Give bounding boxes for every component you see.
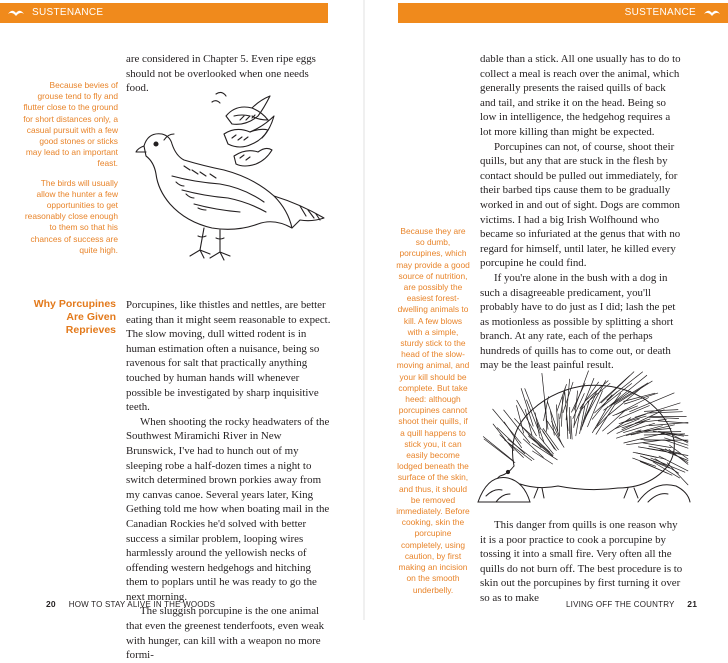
quill — [630, 393, 675, 412]
flying-bird-icon — [7, 7, 25, 19]
grouse-illustration — [124, 86, 336, 268]
paragraph: Porcupines, like thistles and nettles, are better eating than it might seem reasonable to expect. The slow moving, dull witted rodent is in human estimation often a nuisance, being so ravenous for salt that practically anything touched by human hands will whenever possible be investigated by sharp inquisitive teeth. — [126, 298, 332, 415]
sidenote-paragraph: Because they are so dumb, porcupines, which may provide a good source of nutrition, are possibly the easiest forest-dwelling animals to kill. A few blows with a simple, sturdy stick to the head of the slow-moving animal, and your kill should be complete. But take heed: although porcupines cannot shoot their quills, if a quill happens to stick you, it can easily become lodged beneath the surface of the skin, and thus, it should be removed immediately. Before cooking, skin the porcupine completely, using caution, by first making an incision on the smooth underbelly. — [396, 226, 470, 596]
quill — [484, 439, 515, 463]
quill — [624, 393, 655, 401]
gutter-divider — [363, 0, 365, 620]
paragraph: are considered in Chapter 5. Even ripe eggs should not be overlooked when one needs food. — [126, 52, 332, 96]
right-folio — [566, 599, 697, 609]
quill — [508, 439, 534, 460]
right-header-bar — [398, 3, 728, 23]
quill — [651, 458, 685, 472]
quill — [633, 458, 656, 466]
left-sidenote — [22, 80, 118, 264]
quill — [643, 443, 671, 448]
quill — [563, 382, 573, 413]
running-title: HOW TO STAY ALIVE IN THE WOODS — [69, 600, 215, 609]
quill — [525, 389, 541, 430]
quill — [552, 421, 563, 445]
section-subhead: Why Porcupines Are Given Reprieves — [30, 298, 116, 338]
right-header-label: SUSTENANCE — [625, 3, 696, 23]
flying-bird-icon — [703, 7, 721, 19]
quill — [562, 397, 563, 427]
sidenote-paragraph: Because bevies of grouse tend to fly and flutter close to the ground for short distances only, a casual pursuit with a few good stones or sticks may lead to an important feast. — [22, 80, 118, 170]
page-number: 20 — [46, 599, 56, 609]
quill — [529, 436, 553, 456]
quill — [658, 421, 688, 423]
perched-grouse — [144, 134, 292, 230]
quill — [542, 373, 547, 417]
paragraph: dable than a stick. All one usually has to do to collect a meal is reach over the animal, which generally presents the raised quills of back and tail, and strike it on the head. Being so low in intelligence, the hedgehog requires a lot more killing than might be expected. — [480, 52, 684, 140]
paragraph: When shooting the rocky headwaters of the Southwest Miramichi River in New Brunswick, I've had to hunch out of my sleeping robe a half-dozen times a night to switch determined brown porkies away from my canvas canoe. Several years later, King Gething told me how when boating mail in the Canadian Rockies he'd solved with better success a similar problem, looping wires harmlessly around the yellowish necks of offending western hedgehogs and hitching them to poplars until he was ready to go the next morning. — [126, 415, 332, 605]
porcupine-illustration — [478, 356, 690, 506]
paragraph: The sluggish porcupine is the one animal that even the greenest tenderfoots, even weak with hunger, can kill with a weapon no more formi- — [126, 604, 332, 662]
flying-grouse — [234, 148, 272, 166]
quill — [607, 372, 643, 400]
quill — [523, 439, 543, 457]
right-sidenote — [396, 226, 470, 604]
left-header-label: SUSTENANCE — [32, 3, 103, 23]
right-top-text — [480, 52, 684, 373]
quill — [532, 443, 557, 460]
left-header-bar — [0, 3, 328, 23]
quill — [559, 414, 560, 435]
quill — [522, 426, 550, 452]
quill — [537, 423, 544, 443]
paragraph: Porcupines can not, of course, shoot their quills, but any that are stuck in the flesh by contact should be pulled out immediately, for their barbed tips cause them to be gradually worked in and out of sight. Dogs are common victims. I had a big Irish Wolfhound who became so infuriated at the genus that with no regard for himself, until later, he killed every porcupine he could find. — [480, 140, 684, 271]
running-title: LIVING OFF THE COUNTRY — [566, 600, 674, 609]
quill — [667, 463, 688, 485]
quill — [624, 393, 657, 404]
right-bottom-text — [480, 518, 684, 606]
quill — [551, 411, 555, 435]
page-number: 21 — [687, 599, 697, 609]
porcupine-quills — [483, 371, 688, 485]
quill — [566, 379, 570, 420]
sidenote-paragraph: The birds will usually allow the hunter a few opportunities to get reasonably close enough to them so that his chances of success are quite high. — [22, 178, 118, 256]
left-folio — [46, 599, 215, 609]
paragraph: If you're alone in the bush with a dog in such a disagreeable predicament, you'll probably have to do just as I did; lash the pet as motionless as possible by splitting a short branch. At any rate, each of the perhaps hundreds of quills has to come out, or death may be the least painful result. — [480, 271, 684, 373]
paragraph: This danger from quills is one reason why it is a poor practice to cook a porcupine by tossing it into a small fire. Very often all the quills do not burn off. The best procedure is to skin out the porcupines by first turning it over so as to make — [480, 518, 684, 606]
